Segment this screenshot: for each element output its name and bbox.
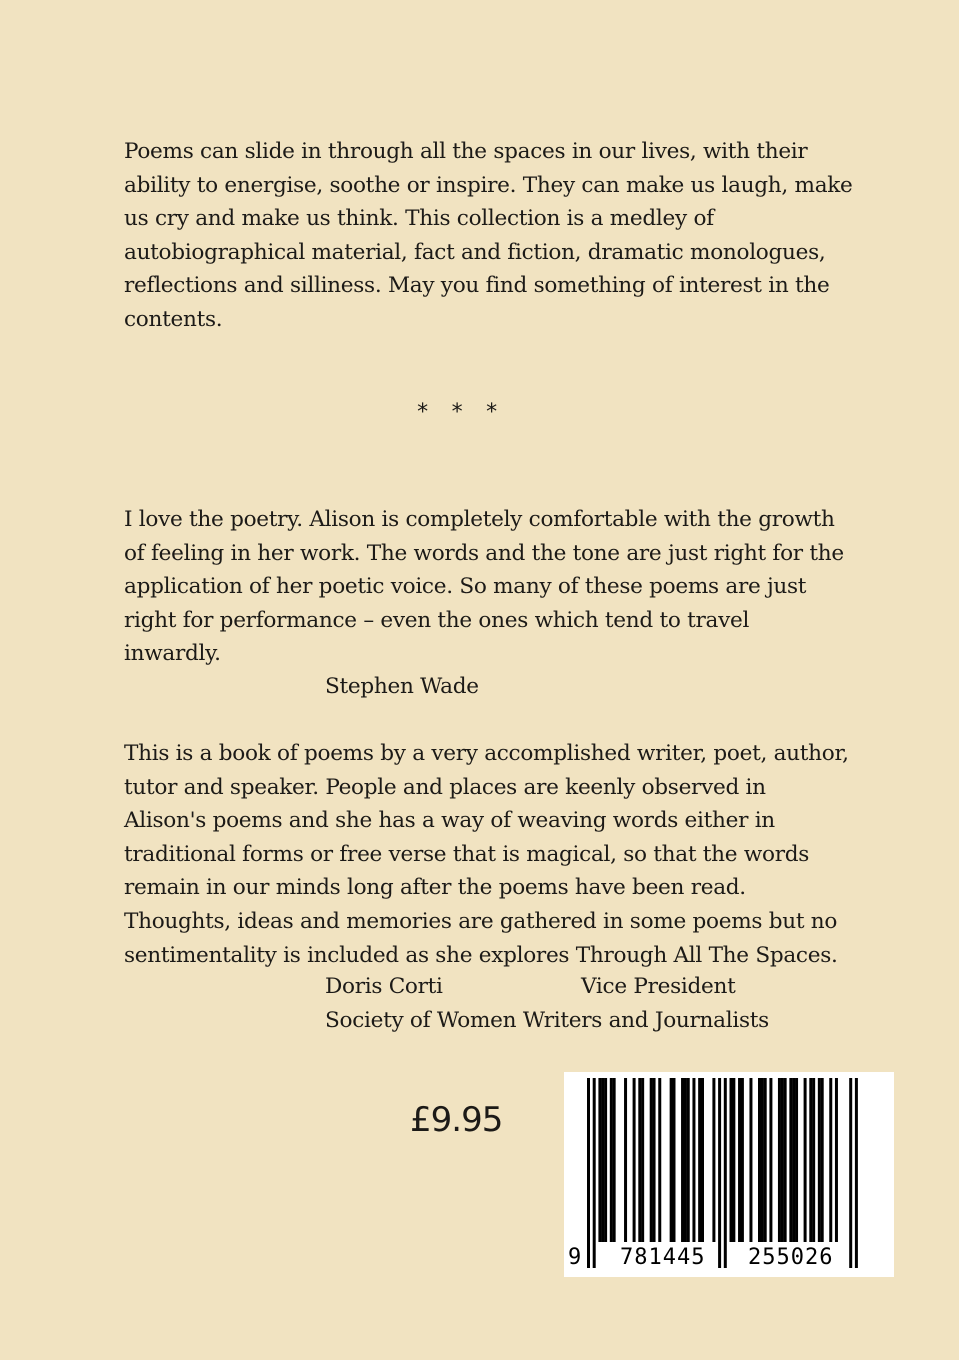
barcode-bar — [701, 1078, 704, 1242]
barcode-bar — [758, 1078, 761, 1242]
barcode-bar — [835, 1078, 838, 1242]
barcode-lead-digit: 9 — [568, 1245, 583, 1270]
barcode-left-digits: 781445 — [620, 1245, 706, 1270]
barcode-bar — [855, 1078, 858, 1268]
price-label: £9.95 — [410, 1100, 503, 1140]
barcode-bar — [684, 1078, 687, 1242]
barcode-bar — [681, 1078, 684, 1242]
barcode-bar — [673, 1078, 676, 1242]
review2-organization: Society of Women Writers and Journalists — [325, 1008, 769, 1033]
intro-line: us cry and make us think. This collection is a medley of — [124, 206, 714, 232]
barcode-bar — [778, 1078, 781, 1242]
intro-line: Poems can slide in through all the spaces in our lives, with their — [124, 139, 808, 164]
barcode-bar — [792, 1078, 795, 1242]
review2-author-role: Vice President — [581, 974, 736, 999]
barcode-bar — [601, 1078, 604, 1242]
barcode-bar — [638, 1078, 641, 1242]
review-line: application of her poetic voice. So many of these poems are just — [124, 574, 807, 600]
barcode-bar — [732, 1078, 735, 1242]
review-line: Alison's poems and she has a way of weaving words either in — [124, 808, 775, 834]
barcode-bar — [712, 1078, 715, 1242]
barcode-bar — [761, 1078, 764, 1242]
barcode-bar — [724, 1078, 727, 1268]
barcode-bar — [698, 1078, 701, 1242]
intro-line: reflections and silliness. May you find something of interest in the — [124, 273, 830, 299]
barcode-bar — [849, 1078, 852, 1268]
barcode-bar — [804, 1078, 807, 1242]
review-line: inwardly. — [124, 641, 221, 667]
barcode-bar — [692, 1078, 695, 1242]
barcode-bar — [610, 1078, 613, 1242]
review-line: traditional forms or free verse that is magical, so that the words — [124, 841, 810, 867]
review-line: right for performance – even the ones which tend to travel — [124, 607, 750, 633]
barcode-bar — [730, 1078, 733, 1242]
review-line: I love the poetry. Alison is completely comfortable with the growth — [124, 507, 835, 532]
barcode-bar — [641, 1078, 644, 1242]
barcode-bar — [718, 1078, 721, 1268]
barcode-bar — [613, 1078, 616, 1242]
barcode-bar — [650, 1078, 653, 1242]
barcode-bar — [809, 1078, 812, 1242]
barcode-bar — [741, 1078, 744, 1242]
barcode-bar — [818, 1078, 821, 1242]
barcode-bar — [769, 1078, 772, 1242]
barcode-bar — [829, 1078, 832, 1242]
barcode-bar — [670, 1078, 673, 1242]
section-separator: * * * — [416, 400, 503, 425]
barcode-bar — [587, 1078, 590, 1268]
isbn-barcode — [564, 1072, 894, 1277]
review-line: tutor and speaker. People and places are keenly observed in — [124, 774, 766, 800]
review-stephen-wade — [124, 503, 844, 671]
review2-author: Doris Corti — [325, 974, 443, 999]
review-line: This is a book of poems by a very accomplished writer, poet, author, — [124, 741, 849, 766]
barcode-bar — [653, 1078, 656, 1242]
barcode-bar — [784, 1078, 787, 1242]
barcode-bar — [633, 1078, 636, 1242]
review-line: of feeling in her work. The words and the tone are just right for the — [124, 540, 844, 566]
review-line: remain in our minds long after the poems have been read. — [124, 875, 746, 901]
barcode-bar — [821, 1078, 824, 1242]
barcode-bar — [593, 1078, 596, 1268]
review-line: Thoughts, ideas and memories are gathered in some poems but no — [124, 908, 838, 934]
barcode-right-digits: 255026 — [748, 1245, 834, 1270]
review1-author: Stephen Wade — [325, 674, 479, 699]
barcode-bar — [658, 1078, 661, 1242]
barcode-bar — [812, 1078, 815, 1242]
review-doris-corti — [124, 737, 849, 972]
review-line: sentimentality is included as she explores Through All The Spaces. — [124, 942, 838, 968]
barcode-bar — [687, 1078, 690, 1242]
barcode-bar — [789, 1078, 792, 1242]
barcode-bar — [598, 1078, 601, 1242]
barcode-bar — [604, 1078, 607, 1242]
intro-paragraph — [124, 135, 853, 337]
intro-line: contents. — [124, 306, 223, 332]
intro-line: autobiographical material, fact and fiction, dramatic monologues, — [124, 239, 826, 265]
barcode-bar — [624, 1078, 627, 1242]
barcode-bar — [781, 1078, 784, 1242]
barcode-bars-icon — [564, 1072, 894, 1277]
barcode-bar — [764, 1078, 767, 1242]
intro-line: ability to energise, soothe or inspire. They can make us laugh, make — [124, 172, 853, 198]
barcode-bar — [749, 1078, 752, 1242]
barcode-bar — [738, 1078, 741, 1242]
barcode-bar — [795, 1078, 798, 1242]
